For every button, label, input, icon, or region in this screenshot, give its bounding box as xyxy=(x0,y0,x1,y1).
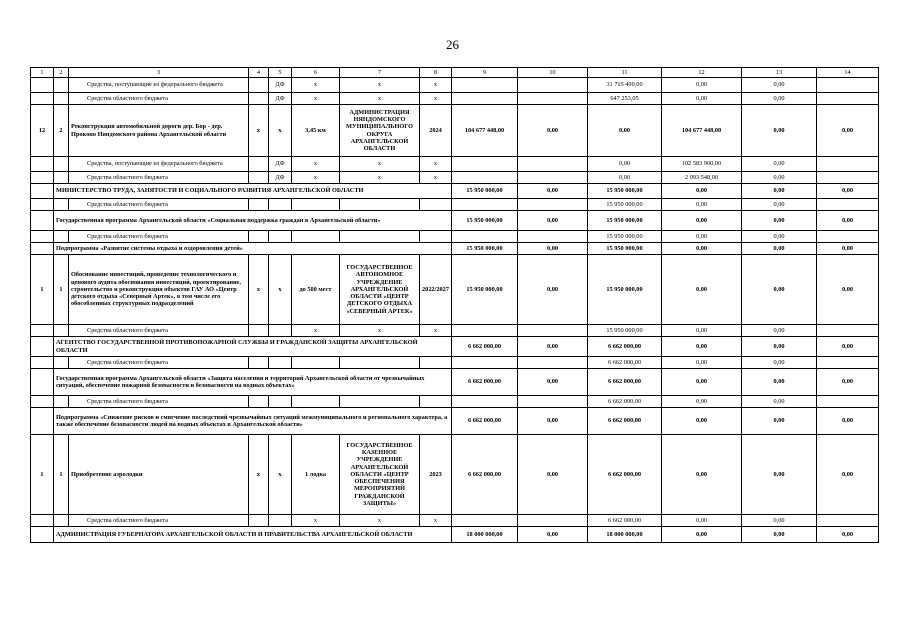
row-number xyxy=(31,172,54,184)
cell-c14 xyxy=(817,357,879,369)
cell-c13: 0,00 xyxy=(742,435,817,515)
responsible-organization: АДМИНИСТРАЦИЯ НЯНДОМСКОГО МУНИЦИПАЛЬНОГО ОКРУГА АРХАНГЕЛЬСКОЙ ОБЛАСТИ xyxy=(340,105,420,157)
cell-c4 xyxy=(249,396,269,408)
cell-c12: 0,00 xyxy=(662,337,742,357)
cell-c10 xyxy=(518,199,588,211)
column-header: 7 xyxy=(340,68,420,78)
cell-c9: 15 950 000,00 xyxy=(452,211,518,231)
row-number xyxy=(31,357,54,369)
cell-c4 xyxy=(249,325,269,337)
cell-c11: 31 715 400,00 xyxy=(588,78,662,93)
header-row xyxy=(31,68,879,78)
cell-c13: 0,00 xyxy=(742,184,817,199)
funding-source: Средства областного бюджета xyxy=(69,515,249,527)
row-number xyxy=(31,396,54,408)
cell-c14 xyxy=(817,231,879,243)
cell-c5: х xyxy=(269,105,292,157)
cell-c8: х xyxy=(420,93,452,105)
cell-c5 xyxy=(269,396,292,408)
cell-c6: х xyxy=(292,515,340,527)
section-title: Государственная программа Архангельской области «Социальная поддержка граждан в Архангельской области» xyxy=(54,211,452,231)
item-number xyxy=(54,199,69,211)
funding-source: Средства областного бюджета xyxy=(69,357,249,369)
cell-c8 xyxy=(420,231,452,243)
column-header: 9 xyxy=(452,68,518,78)
row-number xyxy=(31,243,54,255)
section-title: АГЕНТСТВО ГОСУДАРСТВЕННОЙ ПРОТИВОПОЖАРНОЙ СЛУЖБЫ И ГРАЖДАНСКОЙ ЗАЩИТЫ АРХАНГЕЛЬСКОЙ ОБЛАСТИ xyxy=(54,337,452,357)
cell-c13: 0,00 xyxy=(742,199,817,211)
row-number: 1 xyxy=(31,255,54,325)
table-row xyxy=(31,211,879,231)
cell-c11: 6 662 000,00 xyxy=(588,369,662,396)
funding-source: Средства областного бюджета xyxy=(69,396,249,408)
cell-c11: 6 662 000,00 xyxy=(588,396,662,408)
cell-c8: х xyxy=(420,325,452,337)
cell-c13: 0,00 xyxy=(742,231,817,243)
row-number xyxy=(31,78,54,93)
cell-c11: 647 253,05 xyxy=(588,93,662,105)
cell-c5 xyxy=(269,231,292,243)
cell-c4 xyxy=(249,78,269,93)
cell-c14 xyxy=(817,396,879,408)
cell-c8 xyxy=(420,357,452,369)
responsible-organization: ГОСУДАРСТВЕННОЕ КАЗЕННОЕ УЧРЕЖДЕНИЕ АРХАНГЕЛЬСКОЙ ОБЛАСТИ «ЦЕНТР ОБЕСПЕЧЕНИЯ МЕРОПРИЯТИЙ ГРАЖДАНСКОЙ ЗАЩИТЫ» xyxy=(340,435,420,515)
item-number xyxy=(54,157,69,172)
column-header: 3 xyxy=(69,68,249,78)
item-number xyxy=(54,78,69,93)
row-number xyxy=(31,325,54,337)
cell-c12: 0,00 xyxy=(662,408,742,435)
cell-c4: х xyxy=(249,255,269,325)
cell-c14: 0,00 xyxy=(817,255,879,325)
cell-c10 xyxy=(518,396,588,408)
funding-source: Средства, поступающие из федерального бюджета xyxy=(69,78,249,93)
row-number xyxy=(31,211,54,231)
cell-c14: 0,00 xyxy=(817,184,879,199)
cell-c9 xyxy=(452,357,518,369)
cell-c11: 0,00 xyxy=(588,172,662,184)
cell-c14: 0,00 xyxy=(817,435,879,515)
cell-c13: 0,00 xyxy=(742,357,817,369)
section-title: АДМИНИСТРАЦИЯ ГУБЕРНАТОРА АРХАНГЕЛЬСКОЙ ОБЛАСТИ И ПРАВИТЕЛЬСТВА АРХАНГЕЛЬСКОЙ ОБЛАСТИ xyxy=(54,527,452,543)
table-row xyxy=(31,172,879,184)
cell-c4 xyxy=(249,157,269,172)
funding-source: Средства областного бюджета xyxy=(69,172,249,184)
table-row xyxy=(31,337,879,357)
table-row xyxy=(31,105,879,157)
cell-c9: 104 677 448,00 xyxy=(452,105,518,157)
table-row xyxy=(31,435,879,515)
row-number: 1 xyxy=(31,435,54,515)
cell-c11: 6 662 000,00 xyxy=(588,408,662,435)
table-row xyxy=(31,157,879,172)
capacity: 3,45 км xyxy=(292,105,340,157)
cell-c5: х xyxy=(269,435,292,515)
cell-c14 xyxy=(817,78,879,93)
cell-c8 xyxy=(420,199,452,211)
cell-c5: ДФ xyxy=(269,172,292,184)
page-number: 26 xyxy=(446,37,459,52)
cell-c6: х xyxy=(292,93,340,105)
cell-c11: 15 950 000,00 xyxy=(588,211,662,231)
section-title: МИНИСТЕРСТВО ТРУДА, ЗАНЯТОСТИ И СОЦИАЛЬНОГО РАЗВИТИЯ АРХАНГЕЛЬСКОЙ ОБЛАСТИ xyxy=(54,184,452,199)
cell-c5 xyxy=(269,357,292,369)
cell-c8: х xyxy=(420,78,452,93)
column-header: 14 xyxy=(817,68,879,78)
table-row xyxy=(31,527,879,543)
cell-c7 xyxy=(340,231,420,243)
cell-c5: ДФ xyxy=(269,78,292,93)
cell-c11: 6 662 000,00 xyxy=(588,357,662,369)
cell-c6: х xyxy=(292,78,340,93)
cell-c6: х xyxy=(292,157,340,172)
cell-c13: 0,00 xyxy=(742,408,817,435)
table-row xyxy=(31,199,879,211)
cell-c9 xyxy=(452,396,518,408)
cell-c6: х xyxy=(292,325,340,337)
table-row xyxy=(31,396,879,408)
cell-c7: х xyxy=(340,172,420,184)
row-number xyxy=(31,527,54,543)
period: 2023 xyxy=(420,435,452,515)
cell-c10: 0,00 xyxy=(518,184,588,199)
table-row xyxy=(31,78,879,93)
funding-source: Средства областного бюджета xyxy=(69,231,249,243)
cell-c14 xyxy=(817,199,879,211)
item-number xyxy=(54,231,69,243)
cell-c13: 0,00 xyxy=(742,243,817,255)
period: 2022/2027 xyxy=(420,255,452,325)
cell-c13: 0,00 xyxy=(742,527,817,543)
funding-source: Средства областного бюджета xyxy=(69,93,249,105)
cell-c5: ДФ xyxy=(269,157,292,172)
cell-c10: 0,00 xyxy=(518,527,588,543)
capacity: 1 лодка xyxy=(292,435,340,515)
table-row xyxy=(31,184,879,199)
row-number xyxy=(31,337,54,357)
object-name: Реконструкция автомобильной дороги дер. Бор - дер. Прокопо Няндомского района Архангельской области xyxy=(69,105,249,157)
column-header: 1 xyxy=(31,68,54,78)
cell-c12: 0,00 xyxy=(662,435,742,515)
table-row xyxy=(31,325,879,337)
column-header: 10 xyxy=(518,68,588,78)
cell-c11: 6 662 000,00 xyxy=(588,337,662,357)
row-number xyxy=(31,408,54,435)
cell-c9: 15 950 000,00 xyxy=(452,255,518,325)
cell-c10 xyxy=(518,93,588,105)
table-row xyxy=(31,231,879,243)
cell-c13: 0,00 xyxy=(742,157,817,172)
cell-c9 xyxy=(452,157,518,172)
item-number xyxy=(54,515,69,527)
cell-c13: 0,00 xyxy=(742,78,817,93)
cell-c12: 0,00 xyxy=(662,211,742,231)
cell-c6 xyxy=(292,357,340,369)
cell-c10: 0,00 xyxy=(518,435,588,515)
cell-c12: 0,00 xyxy=(662,93,742,105)
cell-c13: 0,00 xyxy=(742,325,817,337)
row-number xyxy=(31,157,54,172)
cell-c14 xyxy=(817,172,879,184)
object-name: Приобретение аэролодки xyxy=(69,435,249,515)
cell-c13: 0,00 xyxy=(742,105,817,157)
cell-c11: 15 950 000,00 xyxy=(588,255,662,325)
item-number: 1 xyxy=(54,435,69,515)
table-row xyxy=(31,93,879,105)
funding-source: Средства областного бюджета xyxy=(69,199,249,211)
capacity: до 500 мест xyxy=(292,255,340,325)
cell-c9 xyxy=(452,231,518,243)
cell-c11: 18 000 000,00 xyxy=(588,527,662,543)
table-row xyxy=(31,369,879,396)
section-title: Подпрограмма «Развитие системы отдыха и оздоровления детей» xyxy=(54,243,452,255)
cell-c12: 0,00 xyxy=(662,515,742,527)
section-title: Подпрограмма «Снижение рисков и смягчение последствий чрезвычайных ситуаций межмуниципального и регионального характера, а также обеспечение безопасности людей на водных объектах в Архангельской области» xyxy=(54,408,452,435)
cell-c12: 0,00 xyxy=(662,231,742,243)
cell-c11: 6 662 000,00 xyxy=(588,435,662,515)
cell-c10 xyxy=(518,172,588,184)
cell-c4 xyxy=(249,357,269,369)
cell-c13: 0,00 xyxy=(742,396,817,408)
table-row xyxy=(31,408,879,435)
cell-c5 xyxy=(269,325,292,337)
cell-c5: х xyxy=(269,255,292,325)
cell-c4: х xyxy=(249,435,269,515)
item-number: 1 xyxy=(54,255,69,325)
column-header: 4 xyxy=(249,68,269,78)
cell-c12: 0,00 xyxy=(662,396,742,408)
row-number xyxy=(31,369,54,396)
cell-c7: х xyxy=(340,157,420,172)
table-row xyxy=(31,515,879,527)
cell-c9: 18 000 000,00 xyxy=(452,527,518,543)
table-row xyxy=(31,243,879,255)
cell-c12: 0,00 xyxy=(662,78,742,93)
cell-c7 xyxy=(340,199,420,211)
cell-c12: 0,00 xyxy=(662,199,742,211)
cell-c4 xyxy=(249,199,269,211)
cell-c14 xyxy=(817,515,879,527)
cell-c10: 0,00 xyxy=(518,408,588,435)
cell-c8 xyxy=(420,396,452,408)
cell-c14: 0,00 xyxy=(817,527,879,543)
cell-c11: 15 950 000,00 xyxy=(588,184,662,199)
table-row xyxy=(31,255,879,325)
cell-c12: 0,00 xyxy=(662,325,742,337)
funding-source: Средства областного бюджета xyxy=(69,325,249,337)
cell-c5: ДФ xyxy=(269,93,292,105)
cell-c10: 0,00 xyxy=(518,243,588,255)
period: 2024 xyxy=(420,105,452,157)
funding-source: Средства, поступающие из федерального бюджета xyxy=(69,157,249,172)
cell-c14: 0,00 xyxy=(817,243,879,255)
cell-c12: 0,00 xyxy=(662,184,742,199)
table-row xyxy=(31,357,879,369)
cell-c9 xyxy=(452,93,518,105)
cell-c7: х xyxy=(340,515,420,527)
cell-c12: 0,00 xyxy=(662,243,742,255)
cell-c5 xyxy=(269,515,292,527)
cell-c10 xyxy=(518,357,588,369)
row-number xyxy=(31,184,54,199)
cell-c13: 0,00 xyxy=(742,93,817,105)
cell-c14: 0,00 xyxy=(817,337,879,357)
cell-c11: 15 950 000,00 xyxy=(588,199,662,211)
column-header: 13 xyxy=(742,68,817,78)
row-number: 12 xyxy=(31,105,54,157)
row-number xyxy=(31,231,54,243)
cell-c7: х xyxy=(340,325,420,337)
cell-c14: 0,00 xyxy=(817,408,879,435)
cell-c12: 0,00 xyxy=(662,527,742,543)
cell-c14: 0,00 xyxy=(817,105,879,157)
cell-c11: 15 950 000,00 xyxy=(588,243,662,255)
cell-c6: х xyxy=(292,172,340,184)
cell-c9 xyxy=(452,78,518,93)
cell-c7 xyxy=(340,396,420,408)
cell-c10 xyxy=(518,78,588,93)
cell-c11: 6 662 000,00 xyxy=(588,515,662,527)
cell-c6 xyxy=(292,396,340,408)
cell-c10 xyxy=(518,157,588,172)
cell-c10: 0,00 xyxy=(518,105,588,157)
cell-c9: 6 662 000,00 xyxy=(452,337,518,357)
cell-c8: х xyxy=(420,157,452,172)
cell-c4 xyxy=(249,93,269,105)
cell-c10 xyxy=(518,325,588,337)
cell-c11: 0,00 xyxy=(588,157,662,172)
section-title: Государственная программа Архангельской области «Защита населения и территорий Архангельской области от чрезвычайных ситуаций, обеспечение пожарной безопасности и безопасности на водных объектах» xyxy=(54,369,452,396)
row-number xyxy=(31,515,54,527)
cell-c6 xyxy=(292,199,340,211)
cell-c14 xyxy=(817,93,879,105)
cell-c12: 0,00 xyxy=(662,357,742,369)
cell-c14 xyxy=(817,157,879,172)
object-name: Обоснование инвестиций, проведение технологического и ценового аудита обоснования инвестиций, проектирование, строительство и реконструкция объектов ГАУ АО «Центр детского отдыха «Северный Артек», в том числе его обособленных структурных подразделений xyxy=(69,255,249,325)
cell-c8: х xyxy=(420,515,452,527)
cell-c8: х xyxy=(420,172,452,184)
cell-c4: х xyxy=(249,105,269,157)
cell-c4 xyxy=(249,515,269,527)
cell-c4 xyxy=(249,172,269,184)
column-header: 12 xyxy=(662,68,742,78)
cell-c10 xyxy=(518,231,588,243)
cell-c10: 0,00 xyxy=(518,211,588,231)
cell-c9: 15 950 000,00 xyxy=(452,184,518,199)
cell-c13: 0,00 xyxy=(742,337,817,357)
cell-c14: 0,00 xyxy=(817,369,879,396)
column-header: 5 xyxy=(269,68,292,78)
cell-c9 xyxy=(452,199,518,211)
cell-c12: 0,00 xyxy=(662,255,742,325)
cell-c13: 0,00 xyxy=(742,172,817,184)
cell-c4 xyxy=(249,231,269,243)
cell-c13: 0,00 xyxy=(742,369,817,396)
cell-c13: 0,00 xyxy=(742,515,817,527)
cell-c11: 15 950 000,00 xyxy=(588,231,662,243)
cell-c9: 6 662 000,00 xyxy=(452,408,518,435)
item-number xyxy=(54,325,69,337)
cell-c9 xyxy=(452,325,518,337)
cell-c9 xyxy=(452,515,518,527)
cell-c6 xyxy=(292,231,340,243)
budget-table xyxy=(30,67,879,543)
cell-c7 xyxy=(340,357,420,369)
cell-c12: 2 093 548,00 xyxy=(662,172,742,184)
cell-c10 xyxy=(518,515,588,527)
cell-c14 xyxy=(817,325,879,337)
cell-c13: 0,00 xyxy=(742,255,817,325)
cell-c9 xyxy=(452,172,518,184)
item-number xyxy=(54,172,69,184)
item-number xyxy=(54,357,69,369)
column-header: 11 xyxy=(588,68,662,78)
item-number xyxy=(54,396,69,408)
cell-c13: 0,00 xyxy=(742,211,817,231)
cell-c14: 0,00 xyxy=(817,211,879,231)
cell-c12: 104 677 448,00 xyxy=(662,105,742,157)
row-number xyxy=(31,199,54,211)
cell-c9: 6 662 000,00 xyxy=(452,435,518,515)
item-number xyxy=(54,93,69,105)
column-header: 2 xyxy=(54,68,69,78)
cell-c7: х xyxy=(340,78,420,93)
cell-c10: 0,00 xyxy=(518,369,588,396)
cell-c12: 102 583 900,00 xyxy=(662,157,742,172)
row-number xyxy=(31,93,54,105)
cell-c11: 15 950 000,00 xyxy=(588,325,662,337)
cell-c5 xyxy=(269,199,292,211)
cell-c7: х xyxy=(340,93,420,105)
cell-c9: 6 662 000,00 xyxy=(452,369,518,396)
cell-c9: 15 950 000,00 xyxy=(452,243,518,255)
item-number: 2 xyxy=(54,105,69,157)
cell-c10: 0,00 xyxy=(518,337,588,357)
responsible-organization: ГОСУДАРСТВЕННОЕ АВТОНОМНОЕ УЧРЕЖДЕНИЕ АРХАНГЕЛЬСКОЙ ОБЛАСТИ «ЦЕНТР ДЕТСКОГО ОТДЫХА «СЕВЕРНЫЙ АРТЕК» xyxy=(340,255,420,325)
cell-c10: 0,00 xyxy=(518,255,588,325)
cell-c11: 0,00 xyxy=(588,105,662,157)
column-header: 6 xyxy=(292,68,340,78)
column-header: 8 xyxy=(420,68,452,78)
cell-c12: 0,00 xyxy=(662,369,742,396)
